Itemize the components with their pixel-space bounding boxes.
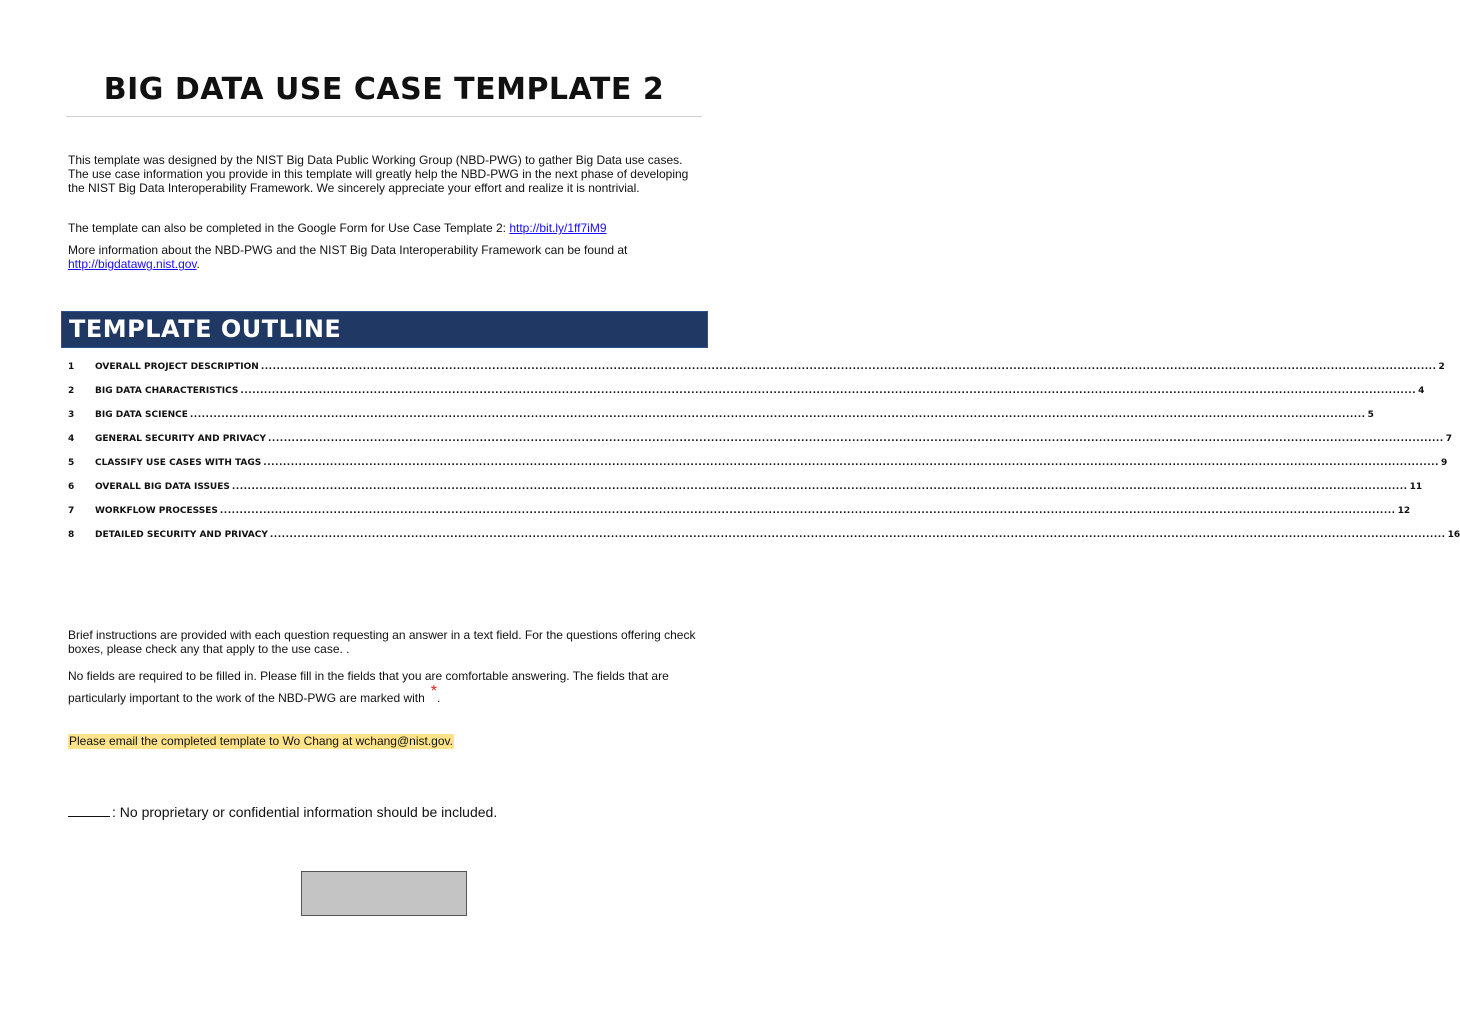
toc-leader-dots: ............................................................................................................................................................................................................................................................................................................ xyxy=(268,434,1444,444)
email-instruction: Please email the completed template to Wo Chang at wchang@nist.gov. xyxy=(69,734,453,748)
intro-paragraph-1: This template was designed by the NIST Big Data Public Working Group (NBD-PWG) to gather Big Data use cases. The use case information you provide in this template will greatly help the NBD-PWG in the next phase of developing the NIST Big Data Interoperability Framework. We sincerely appreciate your effort and realize it is nontrivial. xyxy=(68,153,689,195)
toc-label: WORKFLOW PROCESSES xyxy=(95,506,218,516)
toc-label: BIG DATA SCIENCE xyxy=(95,410,188,420)
toc-entry[interactable] xyxy=(68,530,1460,554)
toc-entry[interactable] xyxy=(68,386,1425,410)
toc-leader-dots: ............................................................................................................................................................................................................................................................................................................ xyxy=(263,458,1439,468)
toc-page-number: 11 xyxy=(1409,482,1423,492)
intro-p3-text: More information about the NBD-PWG and the NIST Big Data Interoperability Framework can be found at xyxy=(68,243,628,257)
toc-leader-dots: ............................................................................................................................................................................................................................................................................................................ xyxy=(219,506,1396,516)
toc-label: GENERAL SECURITY AND PRIVACY xyxy=(95,434,267,444)
instructions-paragraph-1: Brief instructions are provided with each question requesting an answer in a text field. For the questions offering check boxes, please check any that apply to the use case. . xyxy=(68,628,696,656)
toc-page-number: 12 xyxy=(1397,506,1411,516)
google-form-link[interactable]: http://bit.ly/1ff7iM9 xyxy=(509,221,607,235)
toc-number: 6 xyxy=(68,482,75,492)
toc-number: 3 xyxy=(68,410,75,420)
toc-number: 1 xyxy=(68,362,75,372)
instructions-paragraph-2: No fields are required to be filled in. Please fill in the fields that you are comfortable answering. The fields that are particularly important to the work of the NBD-PWG are marked with *. xyxy=(68,669,669,705)
gray-box xyxy=(301,871,467,916)
toc-page-number: 4 xyxy=(1418,386,1425,396)
required-asterisk-icon: * xyxy=(430,683,438,700)
toc-number: 2 xyxy=(68,386,75,396)
disclaimer-text: : No proprietary or confidential information should be included. xyxy=(112,804,498,820)
bigdatawg-link[interactable]: http://bigdatawg.nist.gov xyxy=(68,257,197,271)
outline-heading: TEMPLATE OUTLINE xyxy=(69,315,342,343)
toc-leader-dots: ............................................................................................................................................................................................................................................................................................................ xyxy=(189,410,1366,420)
toc-label: CLASSIFY USE CASES WITH TAGS xyxy=(95,458,262,468)
toc-leader-dots: ............................................................................................................................................................................................................................................................................................................ xyxy=(231,482,1408,492)
toc-entry[interactable] xyxy=(68,410,1374,434)
template-outline-banner xyxy=(61,311,708,348)
toc-number: 5 xyxy=(68,458,75,468)
toc-page-number: 9 xyxy=(1440,458,1448,468)
toc-entry[interactable] xyxy=(68,458,1448,482)
toc-label: OVERALL BIG DATA ISSUES xyxy=(95,482,230,492)
acknowledgement-blank[interactable] xyxy=(68,802,110,817)
toc-entry[interactable] xyxy=(68,362,1445,386)
toc-entry[interactable] xyxy=(68,482,1423,506)
toc-page-number: 16 xyxy=(1447,530,1460,540)
document-title: BIG DATA USE CASE TEMPLATE 2 xyxy=(103,72,665,107)
toc-label: BIG DATA CHARACTERISTICS xyxy=(95,386,239,396)
toc-page-number: 7 xyxy=(1445,434,1452,444)
toc-number: 8 xyxy=(68,530,75,540)
toc-entry[interactable] xyxy=(68,506,1411,530)
toc-leader-dots: ............................................................................................................................................................................................................................................................................................................ xyxy=(260,362,1437,372)
confidentiality-statement xyxy=(68,802,497,820)
toc-leader-dots: ............................................................................................................................................................................................................................................................................................................ xyxy=(269,530,1446,540)
toc-number: 7 xyxy=(68,506,75,516)
intro-p2-text: The template can also be completed in the Google Form for Use Case Template 2: xyxy=(68,221,510,235)
toc-number: 4 xyxy=(68,434,75,444)
toc-page-number: 5 xyxy=(1367,410,1374,420)
table-of-contents xyxy=(68,362,1460,554)
toc-label: OVERALL PROJECT DESCRIPTION xyxy=(95,362,259,372)
toc-leader-dots: ............................................................................................................................................................................................................................................................................................................ xyxy=(240,386,1417,396)
toc-label: DETAILED SECURITY AND PRIVACY xyxy=(95,530,268,540)
title-divider xyxy=(66,116,702,117)
intro-paragraph-3: More information about the NBD-PWG and the NIST Big Data Interoperability Framework can be found at http://bigdatawg.nist.gov. xyxy=(68,243,628,271)
intro-paragraph-2 xyxy=(68,221,700,235)
toc-page-number: 2 xyxy=(1438,362,1445,372)
toc-entry[interactable] xyxy=(68,434,1452,458)
